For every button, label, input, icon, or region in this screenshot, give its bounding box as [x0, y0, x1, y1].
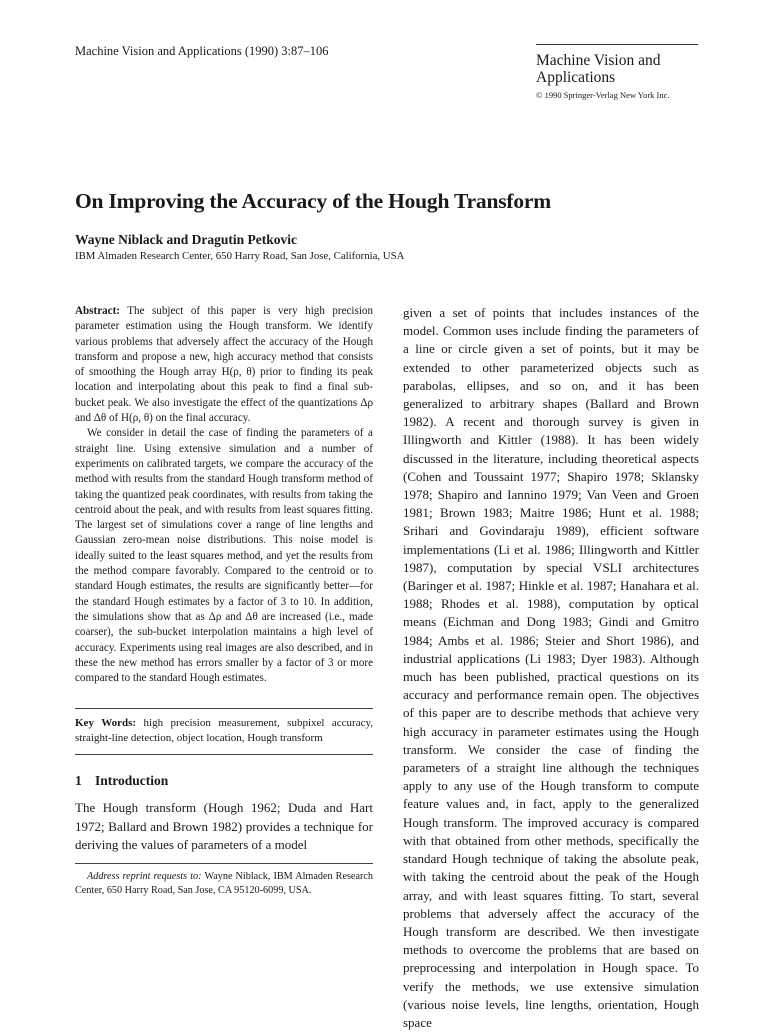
footnote-text: Wayne Niblack, IBM Almaden Research Center, 650 Harry Road, San Jose, CA 95120-6099, USA.	[75, 871, 373, 896]
left-column	[75, 304, 373, 898]
introduction-heading	[75, 773, 373, 789]
introduction-text-left: The Hough transform (Hough 1962; Duda and Hart 1972; Ballard and Brown 1982) provides a technique for deriving the values of parameters of a model	[75, 800, 373, 852]
right-column	[403, 304, 699, 1032]
keywords-text: high precision measurement, subpixel accuracy, straight-line detection, object location, Hough transform	[75, 717, 374, 745]
paper-affiliation: IBM Almaden Research Center, 650 Harry Road, San Jose, California, USA	[75, 250, 405, 262]
abstract-paragraph-2: We consider in detail the case of finding the parameters of a straight line. Using extensive simulation and a number of experiments on calibrated targets, we compare the accuracy of the method with results from the standard Hough transform method of taking the quantized peak coordinates, with results from taking the centroid about the peak, and with results from least squares fitting. The largest set of simulations cover a range of line lengths and Gaussian zero-mean noise distributions. This noise model is ideally suited to the least squares method, and yet the results from the method compare favorably. Compared to the centroid or to standard Hough estimates, the results are significantly better—for the standard Hough estimates by a factor of 3 to 10. In addition, the simulations show that as Δρ and Δθ are increased (i.e., made coarser), the sub-bucket interpolation maintains a high level of accuracy. Experiments using real images are also described, and in these the new method has errors smaller by a factor of 3 or more compared to the standard Hough estimates.	[75, 427, 373, 685]
journal-masthead	[536, 44, 698, 100]
masthead-name-line1: Machine Vision and	[536, 52, 661, 69]
journal-citation: Machine Vision and Applications (1990) 3:87–106	[75, 44, 329, 58]
abstract-text-1: The subject of this paper is very high precision parameter estimation using the Hough transform. We identify various problems that adversely affect the accuracy of the Hough transform and propose a new, high accuracy method that consists of smoothing the Hough array H(ρ, θ) prior to finding its peak location and interpolating about this peak to find a final sub-bucket peak. We also investigate the effect of the quantizations Δρ and Δθ of H(ρ, θ) on the final accuracy.	[75, 305, 373, 425]
keywords-label: Key Words:	[75, 717, 137, 730]
section-title: Introduction	[95, 773, 169, 789]
abstract-paragraph-1	[75, 304, 373, 426]
introduction-text-right: given a set of points that includes instances of the model. Common uses include finding the parameters of a line or circle given a set of points, but it may be extended to other parameterized objects such as parabolas, ellipses, and so on, and it has been generalized to arbitrary shapes (Ballard and Brown 1982). A recent and thorough survey is given in Illingworth and Kittler (1988). It has been widely discussed in the literature, including theoretical aspects (Cohen and Toussaint 1977; Shapiro 1978; Sklansky 1978; Shapiro and Iannino 1979; Van Veen and Groen 1981; Brown 1983; Maitre 1986; Hunt et al. 1988; Srihari and Govindaraju 1989), efficient software implementations (Li et al. 1986; Illingworth and Kittler 1987), computation by special VSLI architectures (Baringer et al. 1987; Hinkle et al. 1987; Hanahara et al. 1988; Rhodes et al. 1988), computation by optical means (Eichman and Dong 1983; Gindi and Gmitro 1984; Ambs et al. 1986; Steier and Short 1986), and industrial applications (Li 1983; Dyer 1983). Although much has been published, practical questions on its accuracy and performance remain open. The objectives of this paper are to describe methods that achieve very high accuracy in parameter estimates using the Hough transform. We consider the case of finding the parameters of a straight line although the techniques apply to any use of the Hough transform to compute feature values and, in fact, apply to the generalized Hough transform. The improved accuracy is compared with that obtained from other methods, specifically the standard Hough technique of taking the absolute peak, with taking the centroid about the peak of the Hough array, and with least squares fitting. To start, several problems that adversely affect the accuracy of the Hough transform are described. We then investigate methods to overcome the problems that are based on preprocessing and interpolation in Hough space. To verify the methods, we use extensive simulation (various noise levels, line lengths, orientation, Hough space	[403, 305, 699, 1030]
paper-title: On Improving the Accuracy of the Hough Transform	[75, 189, 551, 213]
masthead-name-line2: Applications	[536, 69, 616, 86]
section-number: 1	[75, 773, 82, 789]
masthead-copyright: © 1990 Springer-Verlag New York Inc.	[536, 90, 670, 100]
keywords-box	[75, 708, 373, 755]
footnote-label: Address reprint requests to:	[87, 871, 202, 883]
reprint-footnote	[75, 863, 373, 898]
paper-authors: Wayne Niblack and Dragutin Petkovic	[75, 232, 298, 247]
abstract-section	[75, 304, 373, 686]
abstract-label: Abstract:	[75, 305, 120, 317]
